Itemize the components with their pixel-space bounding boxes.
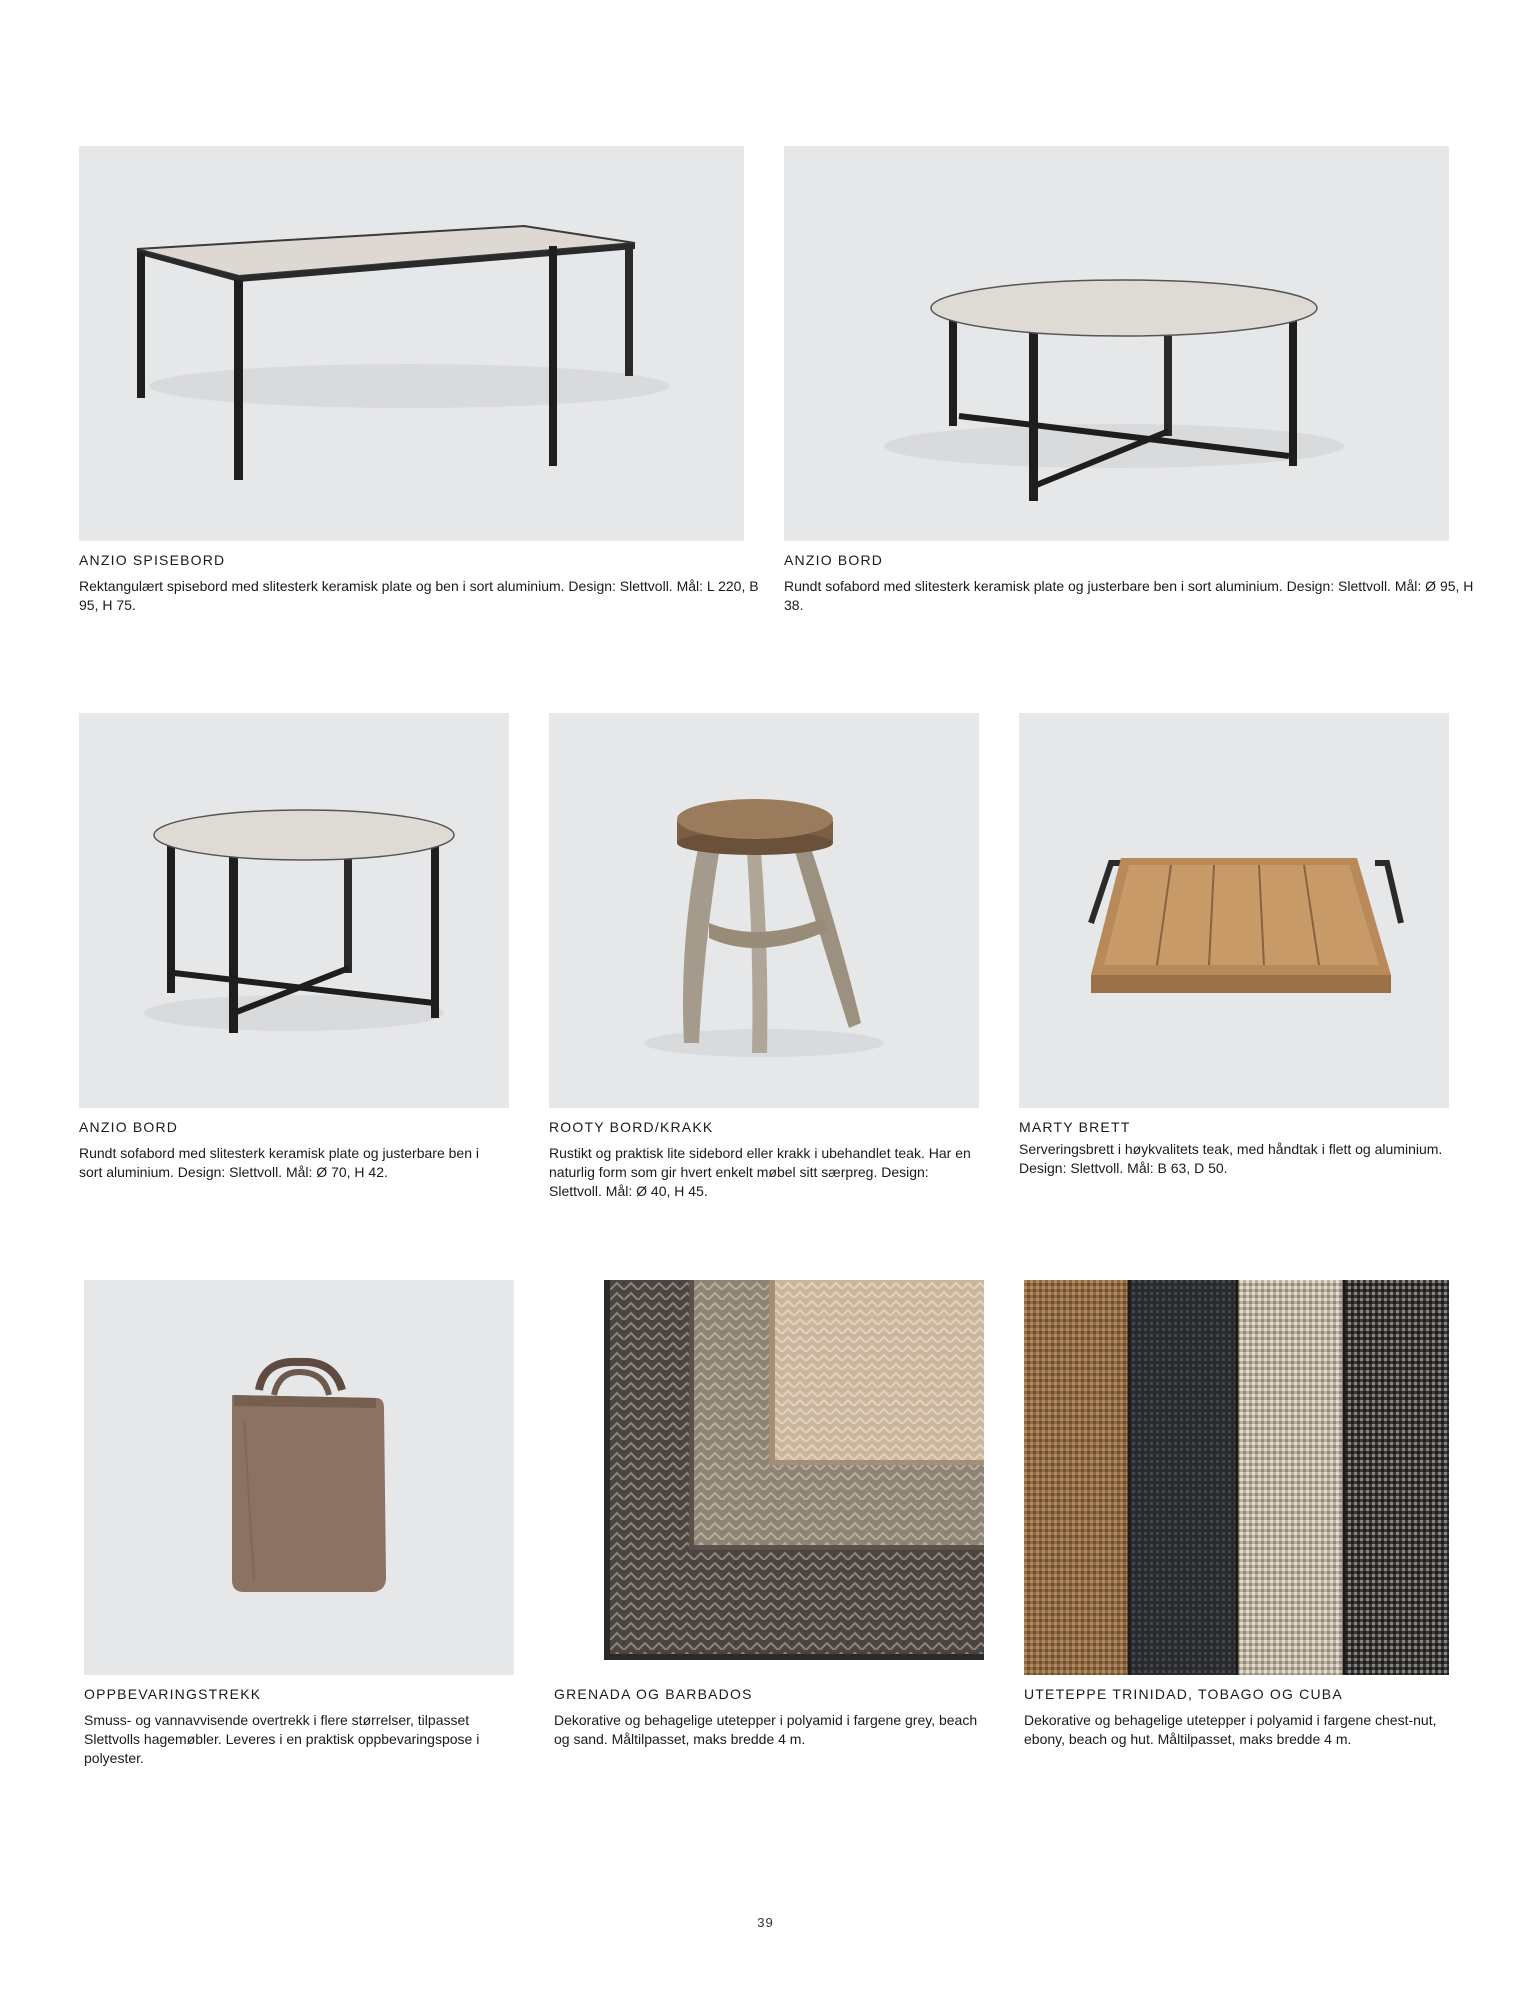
rug-swatches-icon	[1024, 1280, 1449, 1675]
product-description: Rundt sofabord med slitesterk keramisk plate og justerbare ben i sort aluminium. Design: Slettvoll. Mål: Ø 95, H 38.	[784, 578, 1474, 613]
product-photo-anzio-bord-95	[784, 146, 1449, 541]
round-side-table-icon	[79, 713, 509, 1108]
product-photo-rooty-krakk	[549, 713, 979, 1108]
product-description: Rundt sofabord med slitesterk keramisk plate og justerbare ben i sort aluminium. Design: Slettvoll. Mål: Ø 70, H 42.	[79, 1145, 479, 1180]
product-description: Smuss- og vannavvisende overtrekk i flere størrelser, tilpasset Slettvolls hagemøbler. Leveres i en praktisk oppbevaringspose i polyester.	[84, 1712, 480, 1766]
product-photo-uteteppe-swatches	[1024, 1280, 1449, 1675]
product-photo-marty-brett	[1019, 713, 1449, 1108]
product-name: ROOTY BORD/KRAKK	[549, 1119, 714, 1135]
product-name: OPPBEVARINGSTREKK	[84, 1686, 262, 1702]
product-name: ANZIO BORD	[784, 552, 884, 568]
product-name: MARTY BRETT	[1019, 1119, 1131, 1135]
herringbone-rugs-icon	[554, 1280, 984, 1675]
product-name: GRENADA OG BARBADOS	[554, 1686, 753, 1702]
product-name: ANZIO BORD	[79, 1119, 179, 1135]
product-description: Rustikt og praktisk lite sidebord eller krakk i ubehandlet teak. Har en naturlig form som gir hvert enkelt møbel sitt særpreg. Design: Slettvoll. Mål: Ø 40, H 45.	[549, 1145, 971, 1199]
teak-tray-icon	[1019, 713, 1449, 1108]
page-number: 39	[757, 1915, 774, 1930]
product-description: Dekorative og behagelige utetepper i polyamid i fargene grey, beach og sand. Måltilpasset, maks bredde 4 m.	[554, 1712, 978, 1747]
product-description: Rektangulært spisebord med slitesterk keramisk plate og ben i sort aluminium. Design: Slettvoll. Mål: L 220, B 95, H 75.	[79, 578, 759, 613]
product-photo-oppbevaringstrekk	[84, 1280, 514, 1675]
wooden-stool-icon	[549, 713, 979, 1108]
product-name: ANZIO SPISEBORD	[79, 552, 226, 568]
product-photo-grenada-barbados	[554, 1280, 984, 1675]
product-description: Serveringsbrett i høykvalitets teak, med håndtak i flett og aluminium. Design: Slettvoll. Mål: B 63, D 50.	[1019, 1141, 1443, 1176]
rectangular-dining-table-icon	[79, 146, 744, 541]
product-photo-anzio-bord-70	[79, 713, 509, 1108]
round-coffee-table-icon	[784, 146, 1449, 541]
storage-bag-icon	[84, 1280, 514, 1675]
product-description: Dekorative og behagelige utetepper i polyamid i fargene chest-nut, ebony, beach og hut. Måltilpasset, maks bredde 4 m.	[1024, 1712, 1437, 1747]
product-name: UTETEPPE TRINIDAD, TOBAGO OG CUBA	[1024, 1686, 1343, 1702]
product-photo-anzio-spisebord	[79, 146, 744, 541]
